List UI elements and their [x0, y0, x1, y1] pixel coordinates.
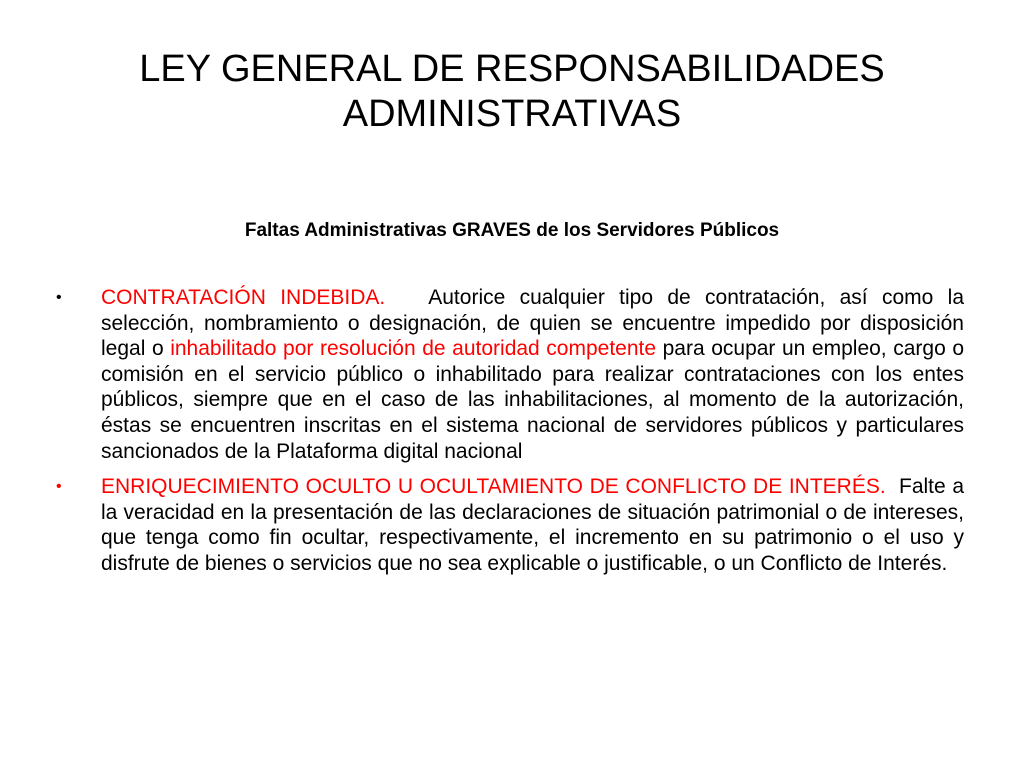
- slide-title-line-1: LEY GENERAL DE RESPONSABILIDADES: [139, 48, 885, 90]
- slide-title-line-2: ADMINISTRATIVAS: [342, 93, 682, 135]
- bullet-heading: CONTRATACIÓN INDEBIDA.: [101, 286, 386, 309]
- bullet-list: [56, 285, 964, 587]
- bullet-heading: ENRIQUECIMIENTO OCULTO U OCULTAMIENTO DE CONFLICTO DE INTERÉS.: [101, 475, 886, 499]
- bullet-enriquecimiento-oculto: [56, 474, 964, 576]
- bullet-text: Autorice cualquier tipo de contratación, así como la selección, nombramiento o designación, de quien se encuentre impedido por disposición legal o: [101, 286, 964, 361]
- bullet-marker: •: [56, 478, 62, 496]
- slide-subtitle: Faltas Administrativas GRAVES de los Servidores Públicos: [244, 220, 780, 241]
- bullet-marker: •: [56, 289, 62, 306]
- bullet-text: Falte a la veracidad en la presentación de las declaraciones de situación patrimonial o de intereses, que tenga como fin ocultar, respectivamente, el incremento en su patrimonio o el uso y disfrute de bienes o servicios que no sea explicable o justificable, o un Conflicto de Interés.: [101, 475, 965, 575]
- slide-title: [60, 47, 964, 137]
- bullet-highlight-text: inhabilitado por resolución de autoridad competente: [170, 337, 657, 361]
- bullet-text-continued: para ocupar un empleo, cargo o comisión en el servicio público o inhabilitado para realizar contrataciones con los entes públicos, siempre que en el caso de las inhabilitaciones, al momento de la autorización, éstas se encuentren inscritas en el sistema nacional de servidores públicos y particulares sancionados de la Plataforma digital nacional: [101, 337, 964, 463]
- bullet-contratacion-indebida: [56, 285, 964, 464]
